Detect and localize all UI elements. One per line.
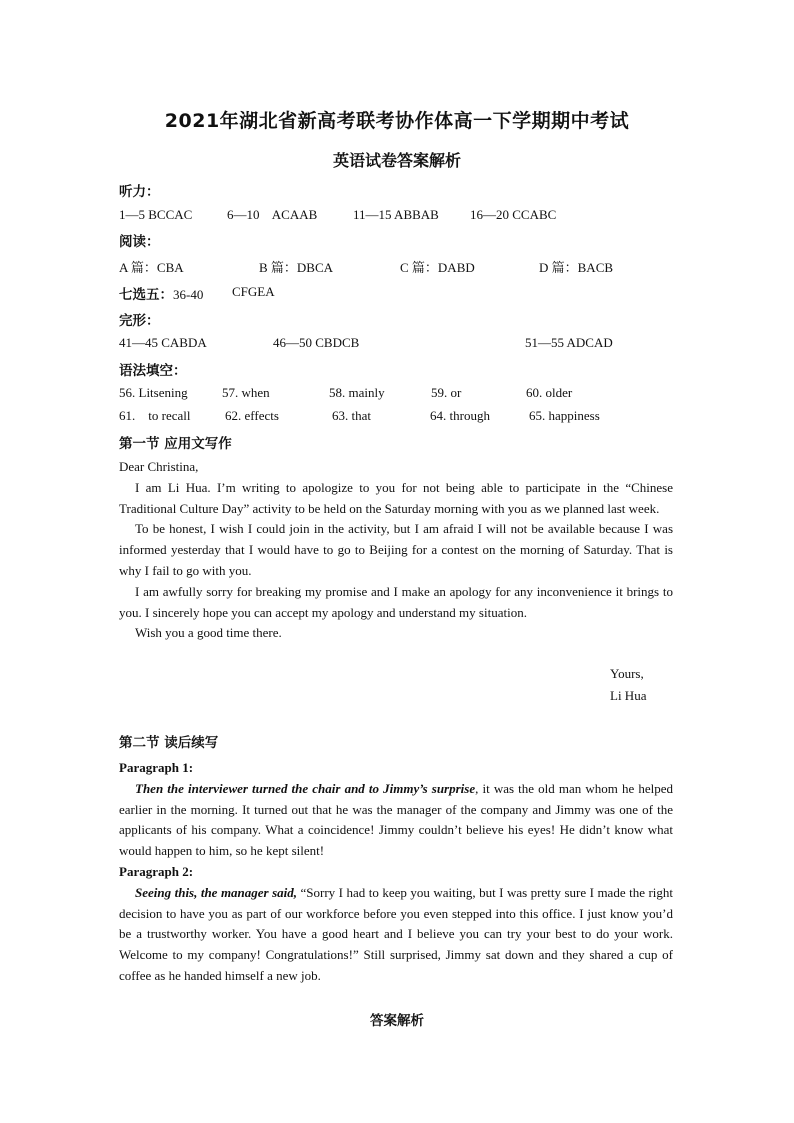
- footer-heading: 答案解析: [370, 1013, 424, 1029]
- grammar-answer-64: 64. through: [430, 408, 490, 423]
- paragraph2-content: “Sorry I had to keep you waiting, but I was pretty sure I made the right decision to have you as part of our workforce before you even stepped into this office. I just know you’d be a trustworthy worker. You have a good heart and I believe you can try your best to do your work. Welcome to my company! Congratulations!” Still surprised, Jimmy sat down and they shared a cup of coffee as he handed himself a new job.: [119, 884, 674, 983]
- seven-five-answer: CFGEA: [232, 284, 275, 299]
- cloze-answers-1: 41—45 CABDA: [119, 335, 207, 350]
- letter-paragraph-2: To be honest, I wish I could join in the activity, but I am afraid I will not be available because I was informed yesterday that I would have to go to Beijing for a contest on the morning of Saturday. That is why I fail to go with you.: [119, 521, 673, 578]
- grammar-answer-60: 60. older: [526, 385, 573, 400]
- listening-answers-2: 6—10 ACAAB: [227, 207, 318, 222]
- letter-paragraph-1: I am Li Hua. I’m writing to apologize to you for not being able to participate in the “Chinese Traditional Culture Day” activity to be held on the Saturday morning with you as we planned last week.: [119, 479, 673, 516]
- reading-heading: 阅读：: [119, 234, 160, 250]
- listening-answers-1: 1—5 BCCAC: [119, 207, 193, 222]
- paragraph1-content: , it was the old man whom he helped earlier in the morning. It turned out that he was the manager of the company and Jimmy was one of the applicants of his company. What a coincidence! Jimmy couldn’t believe his eyes! He didn’t know what would happen to him, so he kept silent!: [119, 780, 673, 859]
- grammar-answer-65: 65. happiness: [529, 408, 600, 423]
- reading-answers-c: C 篇：DABD: [400, 260, 475, 275]
- paragraph1-label: Paragraph 1:: [119, 760, 194, 775]
- letter-greeting: Dear Christina,: [119, 459, 199, 474]
- grammar-answer-56: 56. Litsening: [119, 385, 188, 400]
- seven-five-heading: 七选五：: [119, 287, 173, 303]
- grammar-answer-57: 57. when: [222, 385, 270, 400]
- listening-heading: 听力：: [119, 184, 160, 200]
- continuation-body: [119, 758, 673, 987]
- cloze-answers-3: 51—55 ADCAD: [525, 335, 613, 350]
- section1-heading: 第一节 应用文写作: [119, 436, 232, 452]
- letter-paragraph-3: I am awfully sorry for breaking my promise and I make an apology for any inconvenience it brings to you. I sincerely hope you can accept my apology and understand my situation.: [119, 583, 673, 620]
- grammar-heading: 语法填空：: [119, 363, 187, 379]
- letter-body: [119, 457, 673, 644]
- listening-answers-4: 16—20 CCABC: [470, 207, 557, 222]
- page-title: 2021年湖北省新高考联考协作体高一下学期期中考试: [164, 110, 630, 132]
- paragraph2-text: [119, 883, 673, 987]
- cloze-answers-2: 46—50 CBDCB: [273, 335, 360, 350]
- paragraph2-label: Paragraph 2:: [119, 863, 194, 879]
- paragraph1-text: [119, 779, 673, 862]
- letter-paragraph-4: Wish you a good time there.: [135, 625, 282, 641]
- seven-five-line: [119, 283, 203, 303]
- paragraph2-lead: Seeing this, the manager said,: [135, 884, 298, 900]
- reading-answers-a: A 篇：CBA: [119, 260, 184, 275]
- reading-answers-d: D 篇：BACB: [539, 260, 614, 275]
- grammar-answer-62: 62. effects: [225, 408, 279, 423]
- page-subtitle: 英语试卷答案解析: [332, 151, 461, 170]
- listening-answers-3: 11—15 ABBAB: [353, 207, 439, 222]
- grammar-answer-58: 58. mainly: [329, 385, 385, 400]
- grammar-answer-63: 63. that: [332, 408, 371, 423]
- seven-five-range: 36-40: [173, 287, 204, 302]
- grammar-answer-61: 61. to recall: [119, 408, 191, 423]
- letter-signature: Li Hua: [610, 688, 647, 703]
- letter-closing: Yours,: [610, 666, 644, 681]
- grammar-answer-59: 59. or: [431, 385, 462, 400]
- section2-heading: 第二节 读后续写: [119, 735, 219, 751]
- cloze-heading: 完形：: [119, 313, 160, 329]
- reading-answers-b: B 篇：DBCA: [259, 260, 334, 275]
- paragraph1-lead: Then the interviewer turned the chair and to Jimmy’s surprise: [135, 780, 476, 796]
